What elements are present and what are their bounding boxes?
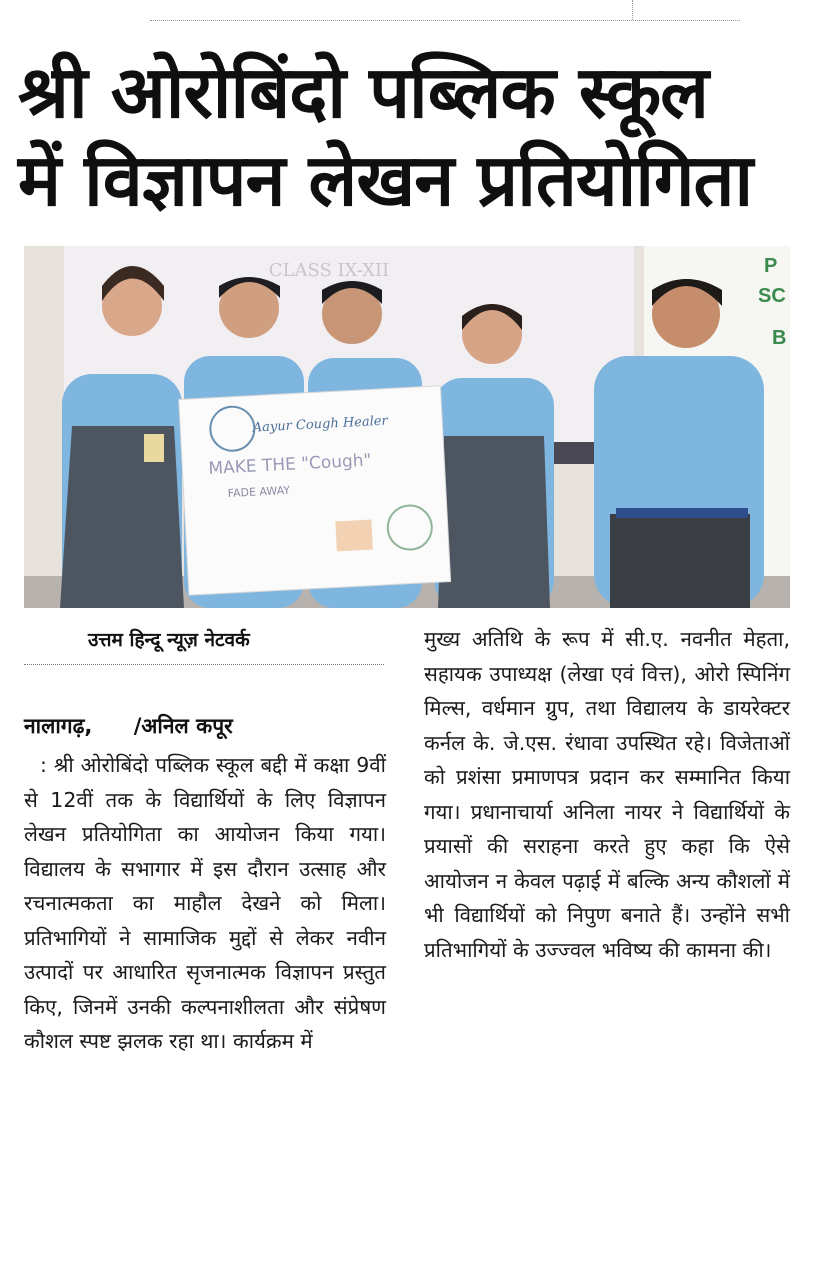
top-divider — [150, 20, 740, 21]
banner-letter-3: B — [772, 327, 787, 349]
banner-letter-1: P — [764, 255, 778, 277]
screen-text: CLASS IX-XII — [268, 260, 390, 281]
byline: उत्तम हिन्दू न्यूज़ नेटवर्क — [88, 629, 250, 651]
dateline-reporter: /अनिल कपूर — [133, 714, 233, 738]
article-column-right: मुख्य अतिथि के रूप में सी.ए. नवनीत मेहता, सहायक उपाध्यक्ष (लेखा एवं वित्त), ओरो स्पिनिंग मिल्स, वर्धमान ग्रुप, तथा विद्यालय के डायरेक्टर कर्नल के. जे.एस. रंधावा उपस्थित रहे। विजेताओं को प्रशंसा प्रमाणपत्र प्रदान कर सम्मानित किया गया। प्रधानाचार्या अनिला नायर ने विद्यार्थियों के प्रयासों की सराहना करते हुए कहा कि ऐसे आयोजन न केवल पढ़ाई में बल्कि अन्य कौशलों में भी विद्यार्थियों को निपुण बनाते हैं। उन्होंने सभी प्रतिभागियों के उज्ज्वल भविष्य की कामना की। — [424, 627, 790, 962]
dateline-location: नालागढ़, — [24, 714, 93, 738]
byline-divider — [24, 664, 384, 665]
poster-line-1: MAKE THE "Cough" — [207, 450, 372, 479]
students-with-poster-photo — [24, 246, 790, 608]
headline-line-1: श्री ओरोबिंदो पब्लिक स्कूल — [18, 50, 708, 134]
poster-title: Aayur Cough Healer — [252, 413, 389, 436]
news-photo — [24, 246, 790, 608]
poster — [179, 386, 451, 595]
column-marker — [632, 0, 633, 20]
article-column-left: : श्री ओरोबिंदो पब्लिक स्कूल बद्दी में कक्षा 9वीं से 12वीं तक के विद्यार्थियों के लिए विज्ञापन लेखन प्रतियोगिता का आयोजन किया गया। विद्यालय के सभागार में इस दौरान उत्साह और रचनात्मकता का माहौल देखने को मिला। प्रतिभागियों ने सामाजिक मुद्दों से लेकर नवीन उत्पादों पर आधारित सृजनात्मक विज्ञापन प्रस्तुत किए, जिनमें उनकी कल्पनाशीलता और संप्रेषण कौशल स्पष्ट झलक रहा था। कार्यक्रम में — [24, 753, 386, 1053]
dateline — [24, 712, 233, 740]
headline-line-2: में विज्ञापन लेखन प्रतियोगिता — [18, 138, 753, 222]
banner-letter-2: SC — [758, 285, 786, 307]
headline — [18, 48, 818, 224]
poster-line-2: FADE AWAY — [227, 483, 291, 501]
